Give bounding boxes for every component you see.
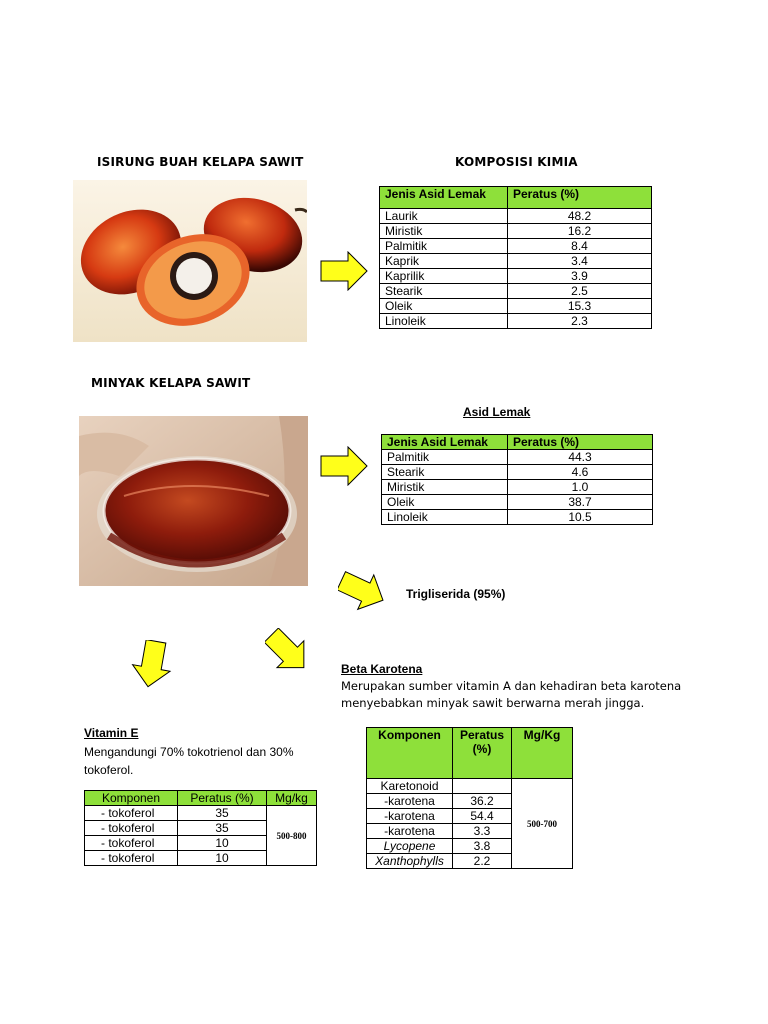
triglyceride-label: Trigliserida (95%) bbox=[406, 587, 506, 601]
section-title-kernel: ISIRUNG BUAH KELAPA SAWIT bbox=[97, 155, 304, 169]
table-cell: Miristik bbox=[382, 480, 508, 495]
table-row bbox=[380, 299, 652, 314]
table-cell: -karotena bbox=[367, 809, 453, 824]
table-row bbox=[380, 269, 652, 284]
table-row bbox=[382, 495, 653, 510]
chem-composition-title: KOMPOSISI KIMIA bbox=[455, 155, 578, 169]
table-cell: 2.5 bbox=[508, 284, 652, 299]
table-cell: 2.3 bbox=[508, 314, 652, 329]
table-cell: Xanthophylls bbox=[367, 854, 453, 869]
oil-fatty-acid-table bbox=[381, 434, 653, 525]
vitamin-e-table bbox=[84, 790, 317, 866]
table-row bbox=[380, 314, 652, 329]
table-cell: 44.3 bbox=[508, 450, 653, 465]
table-cell: Palmitik bbox=[382, 450, 508, 465]
table-cell: 35 bbox=[178, 806, 267, 821]
table-header: Jenis Asid Lemak bbox=[382, 435, 508, 450]
arrow-down-right-icon bbox=[338, 566, 390, 612]
table-cell: - tokoferol bbox=[85, 851, 178, 866]
section-title-palm-oil: MINYAK KELAPA SAWIT bbox=[91, 376, 251, 390]
table-row bbox=[380, 254, 652, 269]
table-header: Peratus (%) bbox=[508, 187, 652, 209]
table-cell: Oleik bbox=[382, 495, 508, 510]
table-cell: Stearik bbox=[382, 465, 508, 480]
table-cell: 3.8 bbox=[453, 839, 512, 854]
table-cell: Linoleik bbox=[382, 510, 508, 525]
beta-carotene-description: Merupakan sumber vitamin A dan kehadiran beta karotena menyebabkan minyak sawit berwarna merah jingga. bbox=[341, 679, 682, 710]
table-cell: Kaprilik bbox=[380, 269, 508, 284]
vitamin-e-description: Mengandungi 70% tokotrienol dan 30% tokoferol. bbox=[84, 745, 294, 777]
table-cell: Oleik bbox=[380, 299, 508, 314]
table-cell: 10 bbox=[178, 851, 267, 866]
table-cell: 38.7 bbox=[508, 495, 653, 510]
table-row bbox=[380, 209, 652, 224]
table-cell: Palmitik bbox=[380, 239, 508, 254]
table-header: Komponen bbox=[367, 728, 453, 779]
table-cell: Karetonoid bbox=[367, 779, 453, 794]
table-cell: Kaprik bbox=[380, 254, 508, 269]
table-header: Peratus (%) bbox=[453, 728, 512, 779]
beta-carotene-title: Beta Karotena bbox=[341, 662, 423, 676]
table-row bbox=[382, 450, 653, 465]
table-cell: 48.2 bbox=[508, 209, 652, 224]
table-cell: -karotena bbox=[367, 794, 453, 809]
vitamin-e-title: Vitamin E bbox=[84, 726, 139, 740]
table-header: Mg/kg bbox=[267, 791, 317, 806]
table-row bbox=[380, 284, 652, 299]
table-cell: - tokoferol bbox=[85, 836, 178, 851]
table-header: Peratus (%) bbox=[508, 435, 653, 450]
table-header: Komponen bbox=[85, 791, 178, 806]
table-row bbox=[382, 510, 653, 525]
table-row bbox=[382, 465, 653, 480]
table-cell: 10 bbox=[178, 836, 267, 851]
table-cell: 3.9 bbox=[508, 269, 652, 284]
arrow-down-right-icon bbox=[265, 628, 315, 678]
table-cell: 36.2 bbox=[453, 794, 512, 809]
table-cell: 3.3 bbox=[453, 824, 512, 839]
table-row bbox=[380, 224, 652, 239]
mgkg-cell: 500-800 bbox=[267, 806, 317, 866]
table-cell: - tokoferol bbox=[85, 806, 178, 821]
palm-oil-photo bbox=[79, 416, 308, 586]
table-cell: -karotena bbox=[367, 824, 453, 839]
fatty-acid-title: Asid Lemak bbox=[463, 405, 531, 419]
table-cell: 3.4 bbox=[508, 254, 652, 269]
kernel-fatty-acid-table bbox=[379, 186, 652, 329]
table-cell: 4.6 bbox=[508, 465, 653, 480]
table-row bbox=[380, 239, 652, 254]
table-header: Jenis Asid Lemak bbox=[380, 187, 508, 209]
table-cell: 8.4 bbox=[508, 239, 652, 254]
table-cell: Lycopene bbox=[367, 839, 453, 854]
table-cell: 35 bbox=[178, 821, 267, 836]
table-cell: Laurik bbox=[380, 209, 508, 224]
beta-carotene-table bbox=[366, 727, 573, 869]
arrow-right-icon bbox=[320, 251, 368, 291]
arrow-down-icon bbox=[130, 640, 174, 692]
table-cell: Linoleik bbox=[380, 314, 508, 329]
table-header: Peratus (%) bbox=[178, 791, 267, 806]
table-cell: 54.4 bbox=[453, 809, 512, 824]
table-row bbox=[85, 806, 317, 821]
table-cell: Stearik bbox=[380, 284, 508, 299]
arrow-right-icon bbox=[320, 446, 368, 486]
table-cell: Miristik bbox=[380, 224, 508, 239]
table-cell: 16.2 bbox=[508, 224, 652, 239]
table-cell: 2.2 bbox=[453, 854, 512, 869]
table-cell: 15.3 bbox=[508, 299, 652, 314]
table-cell bbox=[453, 779, 512, 794]
mgkg-cell: 500-700 bbox=[512, 779, 573, 869]
table-header: Mg/Kg bbox=[512, 728, 573, 779]
table-row bbox=[367, 779, 573, 794]
palm-fruit-photo bbox=[73, 180, 307, 342]
table-cell: 1.0 bbox=[508, 480, 653, 495]
table-cell: - tokoferol bbox=[85, 821, 178, 836]
table-cell: 10.5 bbox=[508, 510, 653, 525]
table-row bbox=[382, 480, 653, 495]
